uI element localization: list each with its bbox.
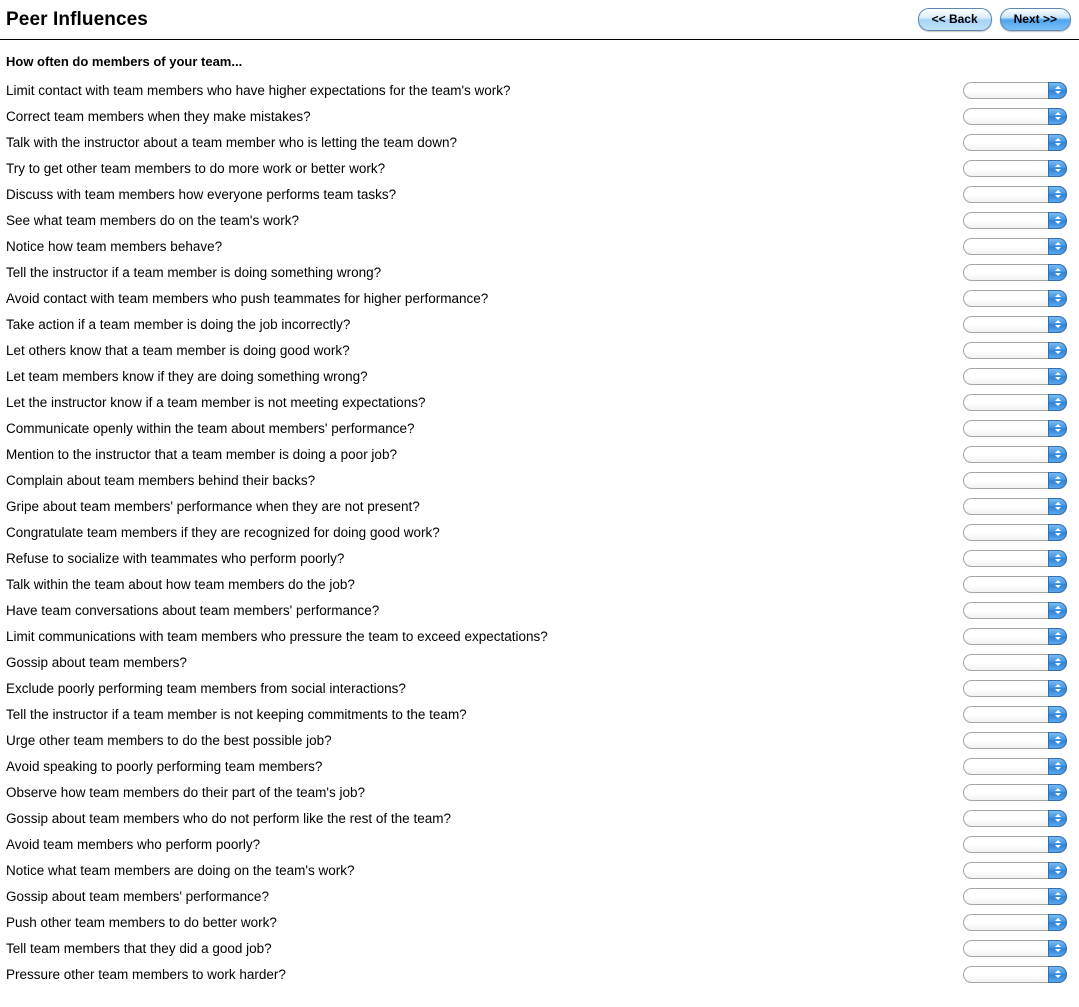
question-label: Tell the instructor if a team member is doing something wrong? bbox=[6, 264, 382, 280]
question-row bbox=[0, 779, 1079, 805]
question-label: Exclude poorly performing team members from social interactions? bbox=[6, 680, 406, 696]
chevron-updown-icon[interactable] bbox=[1048, 654, 1067, 671]
question-row bbox=[0, 207, 1079, 233]
question-label: Mention to the instructor that a team member is doing a poor job? bbox=[6, 446, 397, 462]
question-row bbox=[0, 233, 1079, 259]
question-answer-control bbox=[963, 602, 1067, 619]
chevron-updown-icon[interactable] bbox=[1048, 108, 1067, 125]
answer-select[interactable] bbox=[963, 368, 1067, 385]
question-row bbox=[0, 519, 1079, 545]
question-label: Gossip about team members? bbox=[6, 654, 187, 670]
chevron-updown-icon[interactable] bbox=[1048, 888, 1067, 905]
chevron-updown-icon[interactable] bbox=[1048, 238, 1067, 255]
question-answer-control bbox=[963, 758, 1067, 775]
question-answer-control bbox=[963, 966, 1067, 983]
question-label: Communicate openly within the team about members' performance? bbox=[6, 420, 415, 436]
chevron-updown-icon[interactable] bbox=[1048, 550, 1067, 567]
question-row bbox=[0, 831, 1079, 857]
question-row bbox=[0, 753, 1079, 779]
question-label: Let team members know if they are doing something wrong? bbox=[6, 368, 368, 384]
question-label: Correct team members when they make mistakes? bbox=[6, 108, 311, 124]
answer-select[interactable] bbox=[963, 862, 1067, 879]
question-row bbox=[0, 623, 1079, 649]
question-answer-control bbox=[963, 654, 1067, 671]
question-answer-control bbox=[963, 134, 1067, 151]
question-label: Avoid speaking to poorly performing team members? bbox=[6, 758, 323, 774]
question-answer-control bbox=[963, 446, 1067, 463]
chevron-updown-icon[interactable] bbox=[1048, 732, 1067, 749]
question-row bbox=[0, 675, 1079, 701]
question-row bbox=[0, 597, 1079, 623]
question-label: Talk within the team about how team members do the job? bbox=[6, 576, 355, 592]
question-label: Tell the instructor if a team member is not keeping commitments to the team? bbox=[6, 706, 467, 722]
question-row bbox=[0, 259, 1079, 285]
question-row bbox=[0, 415, 1079, 441]
question-answer-control bbox=[963, 108, 1067, 125]
answer-select[interactable] bbox=[963, 888, 1067, 905]
answer-select[interactable] bbox=[963, 420, 1067, 437]
answer-select[interactable] bbox=[963, 238, 1067, 255]
question-label: Push other team members to do better work? bbox=[6, 914, 277, 930]
chevron-updown-icon[interactable] bbox=[1048, 342, 1067, 359]
question-row bbox=[0, 363, 1079, 389]
question-row bbox=[0, 727, 1079, 753]
answer-select[interactable] bbox=[963, 836, 1067, 853]
question-answer-control bbox=[963, 394, 1067, 411]
chevron-updown-icon[interactable] bbox=[1048, 628, 1067, 645]
question-row bbox=[0, 77, 1079, 103]
question-answer-control bbox=[963, 732, 1067, 749]
answer-select[interactable] bbox=[963, 914, 1067, 931]
chevron-updown-icon[interactable] bbox=[1048, 758, 1067, 775]
chevron-updown-icon[interactable] bbox=[1048, 290, 1067, 307]
question-label: Congratulate team members if they are recognized for doing good work? bbox=[6, 524, 440, 540]
back-button[interactable]: << Back bbox=[918, 8, 992, 31]
chevron-updown-icon[interactable] bbox=[1048, 264, 1067, 281]
nav-buttons bbox=[918, 8, 1071, 31]
chevron-updown-icon[interactable] bbox=[1048, 160, 1067, 177]
chevron-updown-icon[interactable] bbox=[1048, 446, 1067, 463]
question-answer-control bbox=[963, 888, 1067, 905]
question-answer-control bbox=[963, 82, 1067, 99]
question-row bbox=[0, 857, 1079, 883]
question-label: Gossip about team members who do not perform like the rest of the team? bbox=[6, 810, 451, 826]
question-label: Observe how team members do their part of the team's job? bbox=[6, 784, 365, 800]
question-answer-control bbox=[963, 550, 1067, 567]
question-answer-control bbox=[963, 368, 1067, 385]
answer-select[interactable] bbox=[963, 524, 1067, 541]
answer-select[interactable] bbox=[963, 446, 1067, 463]
chevron-updown-icon[interactable] bbox=[1048, 862, 1067, 879]
answer-select[interactable] bbox=[963, 264, 1067, 281]
question-label: Complain about team members behind their backs? bbox=[6, 472, 316, 488]
question-row bbox=[0, 935, 1079, 961]
question-row bbox=[0, 571, 1079, 597]
question-label: Discuss with team members how everyone performs team tasks? bbox=[6, 186, 397, 202]
question-answer-control bbox=[963, 706, 1067, 723]
question-answer-control bbox=[963, 186, 1067, 203]
question-label: Pressure other team members to work harder? bbox=[6, 966, 286, 982]
question-row bbox=[0, 701, 1079, 727]
answer-select[interactable] bbox=[963, 706, 1067, 723]
chevron-updown-icon[interactable] bbox=[1048, 316, 1067, 333]
question-row bbox=[0, 805, 1079, 831]
answer-select[interactable] bbox=[963, 654, 1067, 671]
question-label: Have team conversations about team members' performance? bbox=[6, 602, 380, 618]
chevron-updown-icon[interactable] bbox=[1048, 186, 1067, 203]
chevron-updown-icon[interactable] bbox=[1048, 706, 1067, 723]
next-button[interactable]: Next >> bbox=[1000, 8, 1071, 31]
question-answer-control bbox=[963, 342, 1067, 359]
answer-select[interactable] bbox=[963, 394, 1067, 411]
answer-select[interactable] bbox=[963, 550, 1067, 567]
question-label: Urge other team members to do the best possible job? bbox=[6, 732, 332, 748]
answer-select[interactable] bbox=[963, 966, 1067, 983]
question-answer-control bbox=[963, 472, 1067, 489]
chevron-updown-icon[interactable] bbox=[1048, 82, 1067, 99]
page-header bbox=[0, 0, 1079, 40]
answer-select[interactable] bbox=[963, 472, 1067, 489]
chevron-updown-icon[interactable] bbox=[1048, 394, 1067, 411]
answer-select[interactable] bbox=[963, 342, 1067, 359]
question-label: See what team members do on the team's work? bbox=[6, 212, 299, 228]
question-answer-control bbox=[963, 862, 1067, 879]
question-label: Notice how team members behave? bbox=[6, 238, 223, 254]
question-row bbox=[0, 337, 1079, 363]
answer-select[interactable] bbox=[963, 212, 1067, 229]
chevron-updown-icon[interactable] bbox=[1048, 914, 1067, 931]
answer-select[interactable] bbox=[963, 498, 1067, 515]
answer-select[interactable] bbox=[963, 758, 1067, 775]
answer-select[interactable] bbox=[963, 732, 1067, 749]
answer-select[interactable] bbox=[963, 940, 1067, 957]
chevron-updown-icon[interactable] bbox=[1048, 602, 1067, 619]
question-answer-control bbox=[963, 914, 1067, 931]
answer-select[interactable] bbox=[963, 784, 1067, 801]
question-label: Talk with the instructor about a team member who is letting the team down? bbox=[6, 134, 457, 150]
answer-select[interactable] bbox=[963, 108, 1067, 125]
question-answer-control bbox=[963, 160, 1067, 177]
question-label: Let others know that a team member is doing good work? bbox=[6, 342, 350, 358]
question-answer-control bbox=[963, 680, 1067, 697]
question-answer-control bbox=[963, 524, 1067, 541]
question-row bbox=[0, 129, 1079, 155]
chevron-updown-icon[interactable] bbox=[1048, 576, 1067, 593]
chevron-updown-icon[interactable] bbox=[1048, 368, 1067, 385]
chevron-updown-icon[interactable] bbox=[1048, 836, 1067, 853]
answer-select[interactable] bbox=[963, 82, 1067, 99]
question-row bbox=[0, 441, 1079, 467]
question-label: Avoid team members who perform poorly? bbox=[6, 836, 261, 852]
chevron-updown-icon[interactable] bbox=[1048, 420, 1067, 437]
question-answer-control bbox=[963, 784, 1067, 801]
answer-select[interactable] bbox=[963, 628, 1067, 645]
question-answer-control bbox=[963, 264, 1067, 281]
question-label: Tell team members that they did a good job? bbox=[6, 940, 272, 956]
question-row bbox=[0, 467, 1079, 493]
question-label: Refuse to socialize with teammates who perform poorly? bbox=[6, 550, 345, 566]
question-row bbox=[0, 961, 1079, 987]
chevron-updown-icon[interactable] bbox=[1048, 498, 1067, 515]
answer-select[interactable] bbox=[963, 316, 1067, 333]
question-list bbox=[0, 77, 1079, 987]
chevron-updown-icon[interactable] bbox=[1048, 134, 1067, 151]
answer-select[interactable] bbox=[963, 134, 1067, 151]
question-answer-control bbox=[963, 498, 1067, 515]
question-row bbox=[0, 285, 1079, 311]
chevron-updown-icon[interactable] bbox=[1048, 212, 1067, 229]
question-answer-control bbox=[963, 316, 1067, 333]
question-label: Take action if a team member is doing the job incorrectly? bbox=[6, 316, 351, 332]
chevron-updown-icon[interactable] bbox=[1048, 966, 1067, 983]
chevron-updown-icon[interactable] bbox=[1048, 524, 1067, 541]
question-row bbox=[0, 545, 1079, 571]
question-answer-control bbox=[963, 940, 1067, 957]
question-answer-control bbox=[963, 420, 1067, 437]
section-prompt: How often do members of your team... bbox=[6, 54, 243, 69]
question-answer-control bbox=[963, 238, 1067, 255]
question-answer-control bbox=[963, 628, 1067, 645]
answer-select[interactable] bbox=[963, 160, 1067, 177]
question-row bbox=[0, 883, 1079, 909]
question-row bbox=[0, 493, 1079, 519]
page-title: Peer Influences bbox=[6, 8, 148, 30]
question-answer-control bbox=[963, 836, 1067, 853]
question-answer-control bbox=[963, 212, 1067, 229]
question-label: Limit contact with team members who have higher expectations for the team's work? bbox=[6, 82, 511, 98]
chevron-updown-icon[interactable] bbox=[1048, 680, 1067, 697]
question-label: Avoid contact with team members who push teammates for higher performance? bbox=[6, 290, 489, 306]
question-answer-control bbox=[963, 290, 1067, 307]
question-row bbox=[0, 181, 1079, 207]
question-label: Let the instructor know if a team member is not meeting expectations? bbox=[6, 394, 426, 410]
question-row bbox=[0, 311, 1079, 337]
question-answer-control bbox=[963, 576, 1067, 593]
question-answer-control bbox=[963, 810, 1067, 827]
question-row bbox=[0, 103, 1079, 129]
question-label: Gossip about team members' performance? bbox=[6, 888, 269, 904]
question-row bbox=[0, 389, 1079, 415]
question-row bbox=[0, 909, 1079, 935]
question-label: Try to get other team members to do more work or better work? bbox=[6, 160, 386, 176]
chevron-updown-icon[interactable] bbox=[1048, 940, 1067, 957]
answer-select[interactable] bbox=[963, 186, 1067, 203]
chevron-updown-icon[interactable] bbox=[1048, 472, 1067, 489]
answer-select[interactable] bbox=[963, 810, 1067, 827]
answer-select[interactable] bbox=[963, 290, 1067, 307]
question-row bbox=[0, 649, 1079, 675]
answer-select[interactable] bbox=[963, 576, 1067, 593]
question-row bbox=[0, 155, 1079, 181]
question-label: Gripe about team members' performance when they are not present? bbox=[6, 498, 420, 514]
answer-select[interactable] bbox=[963, 680, 1067, 697]
question-label: Notice what team members are doing on the team's work? bbox=[6, 862, 355, 878]
question-label: Limit communications with team members who pressure the team to exceed expectations? bbox=[6, 628, 548, 644]
answer-select[interactable] bbox=[963, 602, 1067, 619]
chevron-updown-icon[interactable] bbox=[1048, 784, 1067, 801]
chevron-updown-icon[interactable] bbox=[1048, 810, 1067, 827]
